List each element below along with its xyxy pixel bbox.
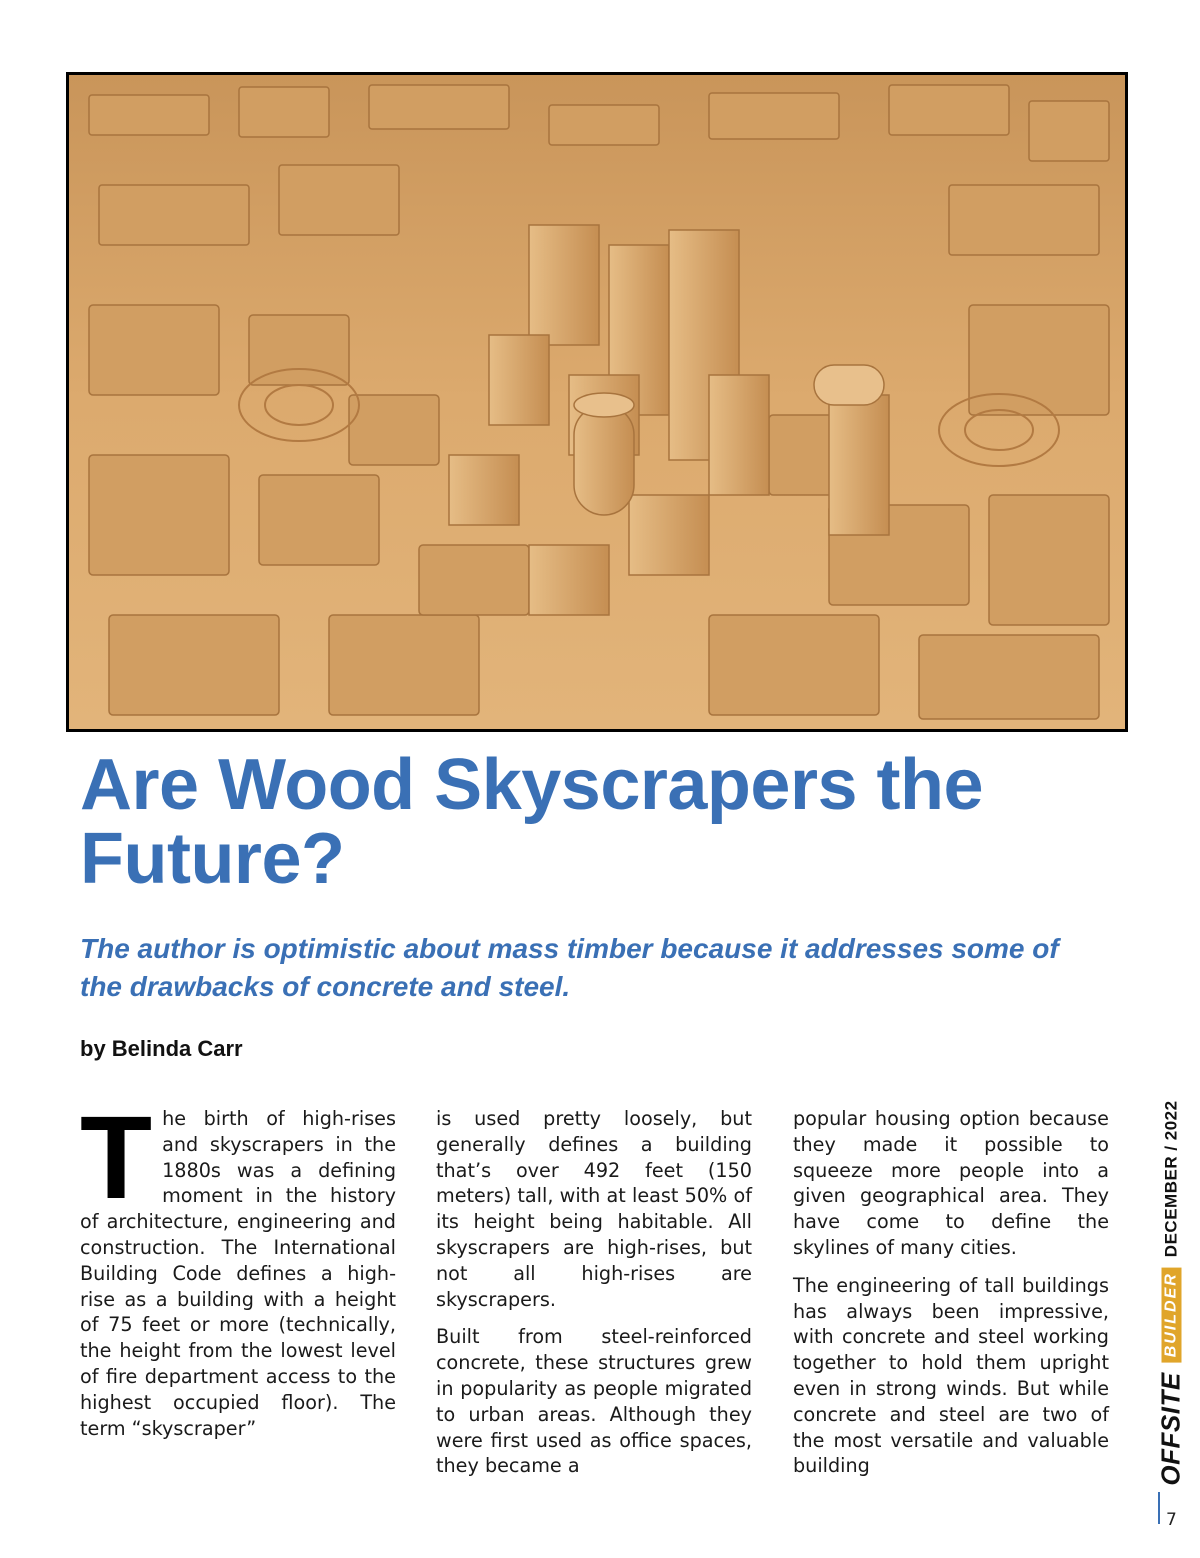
sidebar-label bbox=[1156, 1100, 1187, 1485]
text-column-2 bbox=[436, 1106, 752, 1491]
article-dek: The author is optimistic about mass timber because it addresses some of the drawbacks of concrete and steel. bbox=[80, 933, 1059, 1002]
paragraph: is used pretty loosely, but generally defines a building that’s over 492 feet (150 meters) tall, with at least 50% of its height being habitable. All skyscrapers are high-rises, but not all high-rises are skyscrapers. bbox=[436, 1107, 752, 1311]
paragraph: popular housing option because they made it possible to squeeze more people into a given geographical area. They have come to define the skylines of many cities. bbox=[793, 1107, 1109, 1259]
paragraph: Built from steel-reinforced concrete, these structures grew in popularity as people migrated to urban areas. Although they were first used as office spaces, they became a bbox=[436, 1325, 752, 1478]
issue-date: DECEMBER / 2022 bbox=[1161, 1100, 1180, 1258]
magazine-sidebar bbox=[1150, 1098, 1192, 1488]
paragraph bbox=[80, 1092, 396, 1441]
hero-image bbox=[66, 72, 1128, 732]
text-column-1 bbox=[80, 1092, 396, 1453]
page-number-rule bbox=[1158, 1492, 1160, 1524]
article-headline: Are Wood Skyscrapers the Future? bbox=[80, 745, 984, 899]
brand-logo-sub: BUILDER bbox=[1161, 1267, 1181, 1362]
text-column-3 bbox=[793, 1106, 1109, 1491]
paragraph-text: he birth of high-rises and skyscrapers in the 1880s was a defining moment in the history of architecture, engineering and construction. The International Building Code defines a high-rise as a building with a height of 75 feet or more (technically, the height from the lowest level of fire department access to the highest occupied floor). The term “skyscraper” bbox=[80, 1107, 396, 1440]
paragraph: The engineering of tall buildings has always been impressive, with concrete and steel working together to hold them upright even in strong winds. But while concrete and steel are two of the most versatile and valuable building bbox=[793, 1273, 1109, 1478]
page-number: 7 bbox=[1166, 1510, 1177, 1530]
brand-logo-main: OFFSITE bbox=[1155, 1372, 1186, 1486]
wooden-city-model-illustration bbox=[69, 75, 1125, 729]
article-byline: by Belinda Carr bbox=[80, 1036, 243, 1061]
drop-cap: T bbox=[80, 1092, 153, 1224]
